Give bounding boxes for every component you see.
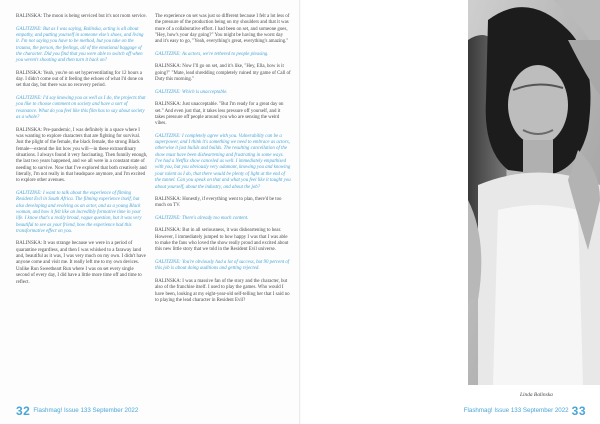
paragraph: The experience on set was just so different because I felt a lot less of the pressure of the production being on my shoulders and that it was more of a collaborative effort. I had been on set, and someone goes, "Hey, how's your day going?" You might be having the worst day and it's easy to go, "Yeah, everything's great, everything's amazing." <box>155 14 290 45</box>
question-paragraph: GALITZINE: There's already too much content. <box>155 215 249 221</box>
page-number: 33 <box>571 403 586 418</box>
issue-line: Flashmag! Issue 133 September 2022 <box>33 407 139 415</box>
article-column-2 <box>155 14 291 310</box>
article-column-1 <box>16 14 148 292</box>
paragraph: BALINSKA: But in all seriousness, it was disheartening to hear. However, I immediately jumped to how happy I was that I was able to make the fans who loved the show really proud and excited about this new little story that we told in the Resident Evil universe. <box>155 228 289 253</box>
question-paragraph: GALITZINE: But as I was saying, Balinska, acting is all about empathy, and putting yourself in someone else's shoes, and living it. I'm not saying you have to be method, but you take on the trauma, the person, the feelings, all of the emotional baggage of the character. Did you find that you were able to switch off when you weren't shooting and then turn it back on? <box>16 26 144 64</box>
page-gutter <box>299 0 301 424</box>
paragraph: BALINSKA: Pre-pandemic, I was definitely in a space where I was wanting to explore characters that are fighting for survival. Just the plight of the female, the black female, the strong Black female—extend the list how you will—in these extraordinary situations. I always found it very fascinating. Then funnily enough, the last two years happened, and we all were in a constant state of needing to survive. Now that I've explored that both creatively and literally, I'm not really in that headspace anymore, and I'm excited to explore other avenues. <box>16 127 148 184</box>
question-paragraph: GALITZINE: I'd say knowing you as well as I do, the projects that you like to choose comment on society and have a sort of resonance. What do you feel like this film has to say about society as a whole? <box>16 96 146 121</box>
question-paragraph: GALITZINE: As actors, we're tethered to people pleasing. <box>155 51 269 57</box>
paragraph: BALINSKA: Now I'll go on set, and it's like, "Hey, Ella, how is it going?" "Mate, lead shredding completely ruined my game of Call of Duty this morning." <box>155 64 291 83</box>
page-number: 32 <box>16 403 31 418</box>
portrait-illustration <box>468 0 600 385</box>
paragraph: BALINSKA: I was a massive fan of the story and the character, but also of the franchise itself. I used to play the games. Who would I have been, looking at my eight-year-old self-telling her that I said no to playing the lead character in Resident Evil? <box>155 278 290 303</box>
photo-caption: Linda Balinska <box>520 392 553 398</box>
issue-line: Flashmag! Issue 133 September 2022 <box>463 407 569 415</box>
question-paragraph: GALITZINE: Which is unacceptable. <box>155 89 228 95</box>
paragraph: BALINSKA: It was strange because we were in a period of quarantine regardless, and then I was whisked to a faraway land and, beautiful as it was, I was very much on my own. I didn't have anyone come and visit me. It really left me to my own devices. Unlike Run Sweetheart Run where I was on set every single second of every day, I did have a little more time off and time to reflect. <box>16 241 146 285</box>
folio-right <box>461 402 586 420</box>
paragraph: BALINSKA: The moon is being serviced but it's not room service. <box>16 14 147 19</box>
question-paragraph: GALITZINE: You're obviously had a lot of success, but 90 percent of this job is about doing auditions and getting rejected. <box>155 260 290 272</box>
question-paragraph: GALITZINE: I want to talk about the experience of filming Resident Evil in South Africa. The filming experience itself, but also developing and evolving as an actor, and as a young Black woman, and how it felt like an incredibly formative time in your life. I know that's a really broad, vague question, but it was very beautiful to see as your friend, how the experience had this transformative effect on you. <box>16 190 142 234</box>
folio-left <box>16 402 141 420</box>
paragraph: BALINSKA: Just unacceptable. "But I'm ready for a great day on set." And even just that, it takes less pressure off yourself, and it takes pressure off people around you who are sensing the weird vibes. <box>155 102 284 127</box>
paragraph: BALINSKA: Yeah, you're on set hyperventilating for 12 hours a day. I didn't come out of it feeling the echoes of what I'd done on set that day, but there was no recovery period. <box>16 70 144 89</box>
question-paragraph: GALITZINE: I completely agree with you. Vulnerability can be a superpower, and I think it's something we need to embrace as actors, otherwise it just builds and builds. The resulting cancellation of the show must have been disheartening and frustrating in some ways. I've had a Netflix show canceled as well. I immediately empathised with you, but you obviously very adamant, knowing you and knowing your talent as I do, that there would be plenty of light at the end of the tunnel. Can you speak on that and what you feel like it taught you about yourself, about the industry, and about the job? <box>155 133 291 190</box>
paragraph: BALINSKA: Honestly, if everything went to plan, there'd be too much on TV. <box>155 197 282 209</box>
portrait-photo <box>468 0 600 385</box>
